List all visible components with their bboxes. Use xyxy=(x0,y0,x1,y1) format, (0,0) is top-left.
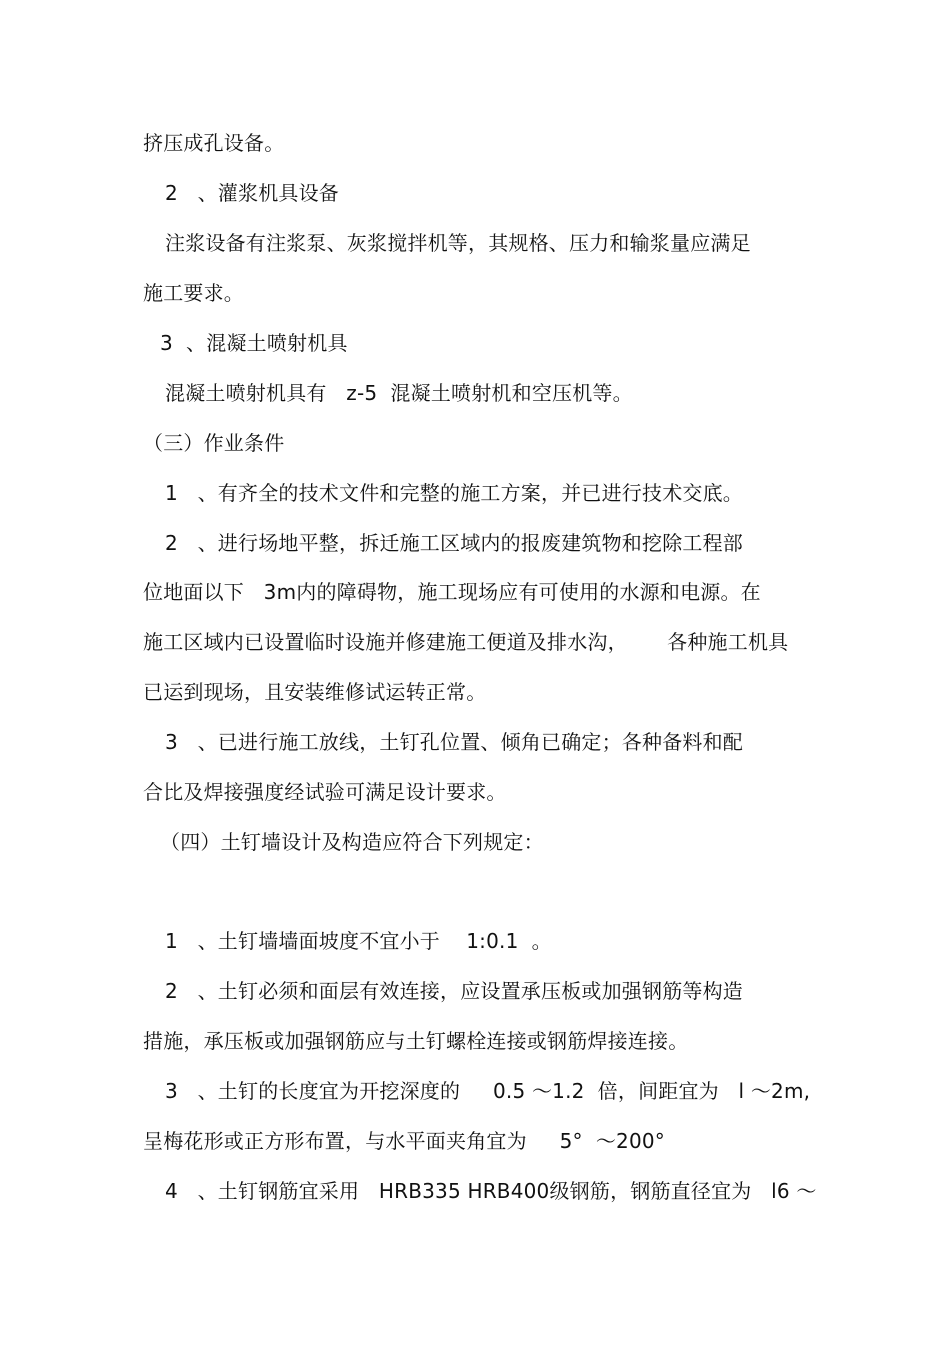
text-line-2: 2 、灌浆机具设备 xyxy=(165,181,339,205)
text-line-11: 施工区域内已设置临时设施并修建施工便道及排水沟， 各种施工机具 xyxy=(143,630,789,654)
text-line-17: 2 、土钉必须和面层有效连接，应设置承压板或加强钢筋等构造 xyxy=(165,979,743,1003)
text-line-4: 施工要求。 xyxy=(143,281,244,305)
text-line-8: 1 、有齐全的技术文件和完整的施工方案，并已进行技术交底。 xyxy=(165,481,743,505)
text-line-14: 合比及焊接强度经试验可满足设计要求。 xyxy=(143,780,507,804)
text-line-1: 挤压成孔设备。 xyxy=(143,131,285,155)
section-heading-4: （四）土钉墙设计及构造应符合下列规定： xyxy=(160,830,544,854)
text-line-3: 注浆设备有注浆泵、灰浆搅拌机等，其规格、压力和输浆量应满足 xyxy=(165,231,751,255)
text-line-21: 4 、土钉钢筋宜采用 HRB335 HRB400级钢筋，钢筋直径宜为 l6 ～ xyxy=(165,1179,817,1203)
section-heading-3: （三）作业条件 xyxy=(143,431,285,455)
text-line-16: 1 、土钉墙墙面坡度不宜小于 1:0.1 。 xyxy=(165,929,552,953)
text-line-5: 3 、混凝土喷射机具 xyxy=(160,331,348,355)
text-line-6: 混凝土喷射机具有 z-5 混凝土喷射机和空压机等。 xyxy=(165,381,633,405)
text-line-9: 2 、进行场地平整，拆迁施工区域内的报废建筑物和挖除工程部 xyxy=(165,531,743,555)
text-line-12: 已运到现场，且安装维修试运转正常。 xyxy=(143,680,487,704)
text-line-13: 3 、已进行施工放线，土钉孔位置、倾角已确定；各种备料和配 xyxy=(165,730,743,754)
text-line-19: 3 、土钉的长度宜为开挖深度的 0.5 ～1.2 倍，间距宜为 l ～2m, xyxy=(165,1079,811,1103)
text-line-18: 措施，承压板或加强钢筋应与土钉螺栓连接或钢筋焊接连接。 xyxy=(143,1029,689,1053)
text-line-10: 位地面以下 3m内的障碍物，施工现场应有可使用的水源和电源。在 xyxy=(143,580,761,604)
text-line-20: 呈梅花形或正方形布置，与水平面夹角宜为 5° ～200° xyxy=(143,1129,665,1153)
